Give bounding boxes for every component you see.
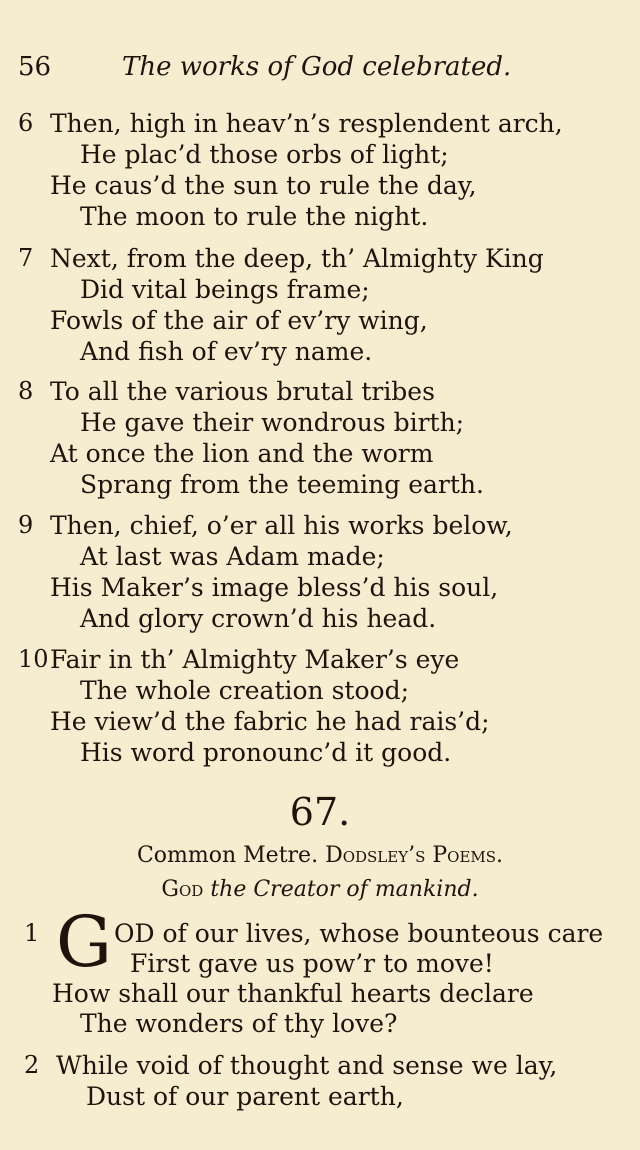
hymn-subject [0,876,640,904]
verse-line: He plac’d those orbs of light; [80,140,449,169]
hymn-number: 67. [289,790,351,834]
stanza-number: 10 [18,645,49,673]
hymn-meter-source [0,842,640,870]
verse-line: The moon to rule the night. [80,202,429,231]
hymn-meter: Common Metre. [136,843,319,868]
verse-line: To all the various brutal tribes [50,377,435,406]
verse-line: He view’d the fabric he had rais’d; [50,707,490,736]
stanza-number: 2 [24,1051,40,1079]
verse-line: How shall our thankful hearts declare [52,979,534,1008]
stanza-number: 6 [18,109,34,137]
page-number: 56 [18,52,52,82]
stanza-number: 8 [18,377,34,405]
running-title: The works of God celebrated. [122,52,512,82]
verse-line: He caus’d the sun to rule the day, [50,171,477,200]
page-header [18,52,618,88]
stanza-number: 1 [24,919,40,947]
verse-line: At last was Adam made; [80,542,385,571]
verse-line: He gave their wondrous birth; [80,408,465,437]
verse-line: His word pronounc’d it good. [80,738,452,767]
verse-line: The whole creation stood; [80,676,410,705]
verse-line: Then, high in heav’n’s resplendent arch, [50,109,563,138]
verse-line: His Maker’s image bless’d his soul, [50,573,499,602]
verse-line: And fish of ev’ry name. [80,337,373,366]
stanza-number: 9 [18,511,34,539]
verse-line: The wonders of thy love? [80,1009,398,1038]
verse-line: Did vital beings frame; [80,275,370,304]
verse-line: Next, from the deep, th’ Almighty King [50,244,544,273]
hymn-source: Dodsley’s Poems. [325,843,504,868]
verse-line: And glory crown’d his head. [80,604,437,633]
drop-cap: G [56,901,112,983]
hymn-subject-rest: the Creator of mankind. [210,877,479,902]
verse-line: Sprang from the teeming earth. [80,470,484,499]
stanza-number: 7 [18,244,34,272]
verse-line: While void of thought and sense we lay, [56,1051,558,1080]
verse-line: Dust of our parent earth, [86,1082,404,1111]
verse-line: At once the lion and the worm [50,439,434,468]
verse-line: Then, chief, o’er all his works below, [50,511,513,540]
verse-line: First gave us pow’r to move! [130,949,494,978]
verse-line: Fowls of the air of ev’ry wing, [50,306,428,335]
hymn-subject-lead: God [161,877,204,902]
verse-line: Fair in th’ Almighty Maker’s eye [50,645,460,674]
verse-line: OD of our lives, whose bounteous care [114,919,604,948]
